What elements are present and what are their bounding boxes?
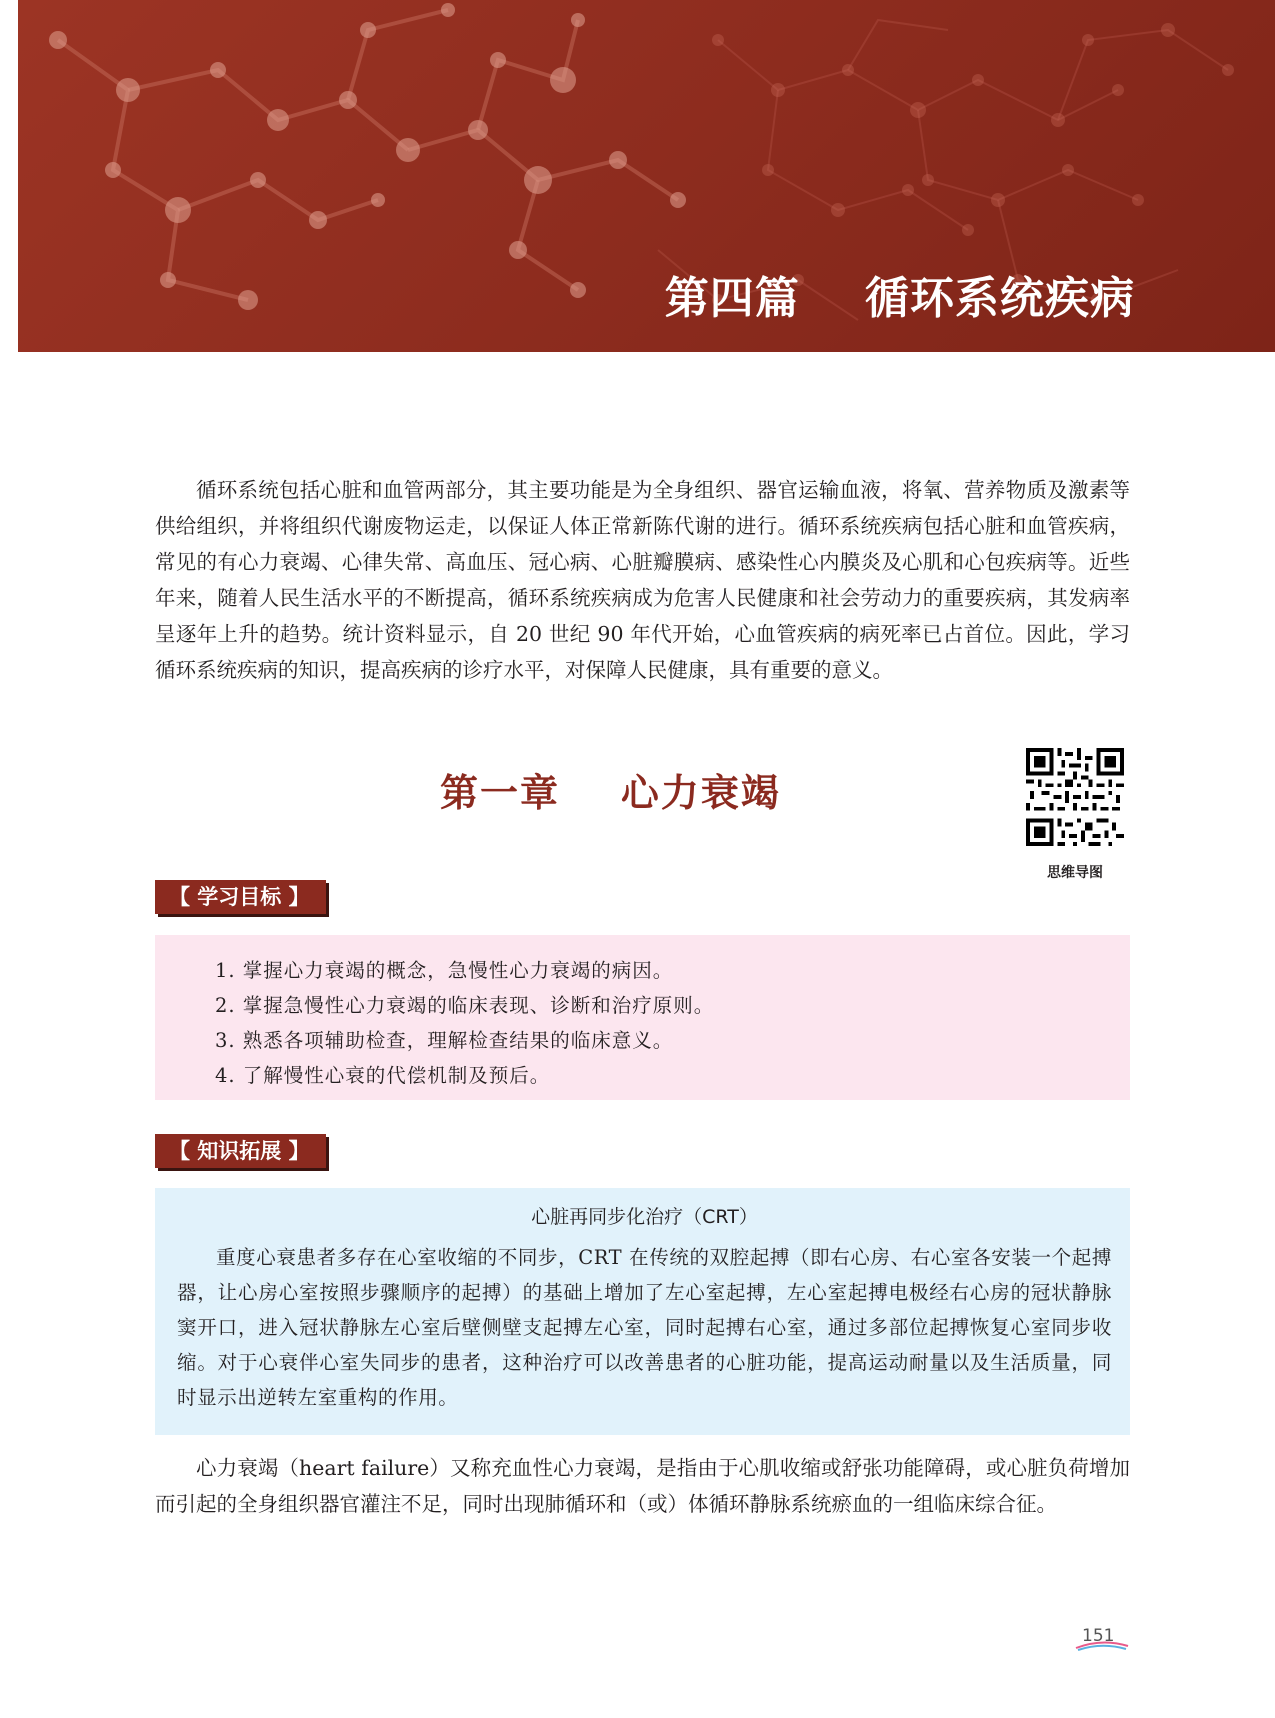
chapter-banner — [18, 0, 1275, 352]
objective-item: 2. 掌握急慢性心力衰竭的临床表现、诊断和治疗原则。 — [215, 994, 715, 1017]
objectives-box — [155, 935, 1130, 1100]
qr-caption: 思维导图 — [1047, 865, 1103, 881]
definition-paragraph: 心力衰竭（heart failure）又称充血性心力衰竭，是指由于心肌收缩或舒张功能障碍，或心脏负荷增加而引起的全身组织器官灌注不足，同时出现肺循环和（或）体循环静脉系统瘀血的一组临床综合征。 — [155, 1456, 1130, 1516]
extension-label: 【 知识拓展 】 — [155, 1134, 326, 1168]
part-title: 第四篇 循环系统疾病 — [664, 273, 1135, 324]
extension-box — [155, 1188, 1130, 1435]
page-number: 151 — [1082, 1626, 1115, 1646]
objective-item: 3. 熟悉各项辅助检查，理解检查结果的临床意义。 — [215, 1029, 674, 1052]
intro-paragraph: 循环系统包括心脏和血管两部分，其主要功能是为全身组织、器官运输血液，将氧、营养物质及激素等供给组织，并将组织代谢废物运走，以保证人体正常新陈代谢的进行。循环系统疾病包括心脏和血管疾病，常见的有心力衰竭、心律失常、高血压、冠心病、心脏瓣膜病、感染性心内膜炎及心肌和心包疾病等。近些年来，随着人民生活水平的不断提高，循环系统疾病成为危害人民健康和社会劳动力的重要疾病，其发病率呈逐年上升的趋势。统计资料显示，自 20 世纪 90 年代开始，心血管疾病的病死率已占首位。因此，学习循环系统疾病的知识，提高疾病的诊疗水平，对保障人民健康，具有重要的意义。 — [155, 478, 1130, 682]
objectives-label: 【 学习目标 】 — [155, 880, 326, 914]
qr-code-icon[interactable] — [1026, 748, 1124, 846]
extension-title: 心脏再同步化治疗（CRT） — [531, 1206, 758, 1228]
extension-body: 重度心衰患者多存在心室收缩的不同步，CRT 在传统的双腔起搏（即右心房、右心室各安装一个起搏器，让心房心室按照步骤顺序的起搏）的基础上增加了左心室起搏，左心室起搏电极经右心房的冠状静脉窦开口，进入冠状静脉左心室后壁侧壁支起搏左心室，同时起搏右心室，通过多部位起搏恢复心室同步收缩。对于心衰伴心室失同步的患者，这种治疗可以改善患者的心脏功能，提高运动耐量以及生活质量，同时显示出逆转左室重构的作用。 — [177, 1246, 1112, 1409]
chapter-title: 第一章 心力衰竭 — [440, 770, 781, 815]
objective-item: 4. 了解慢性心衰的代偿机制及预后。 — [215, 1064, 551, 1087]
objective-item: 1. 掌握心力衰竭的概念，急慢性心力衰竭的病因。 — [215, 959, 674, 982]
